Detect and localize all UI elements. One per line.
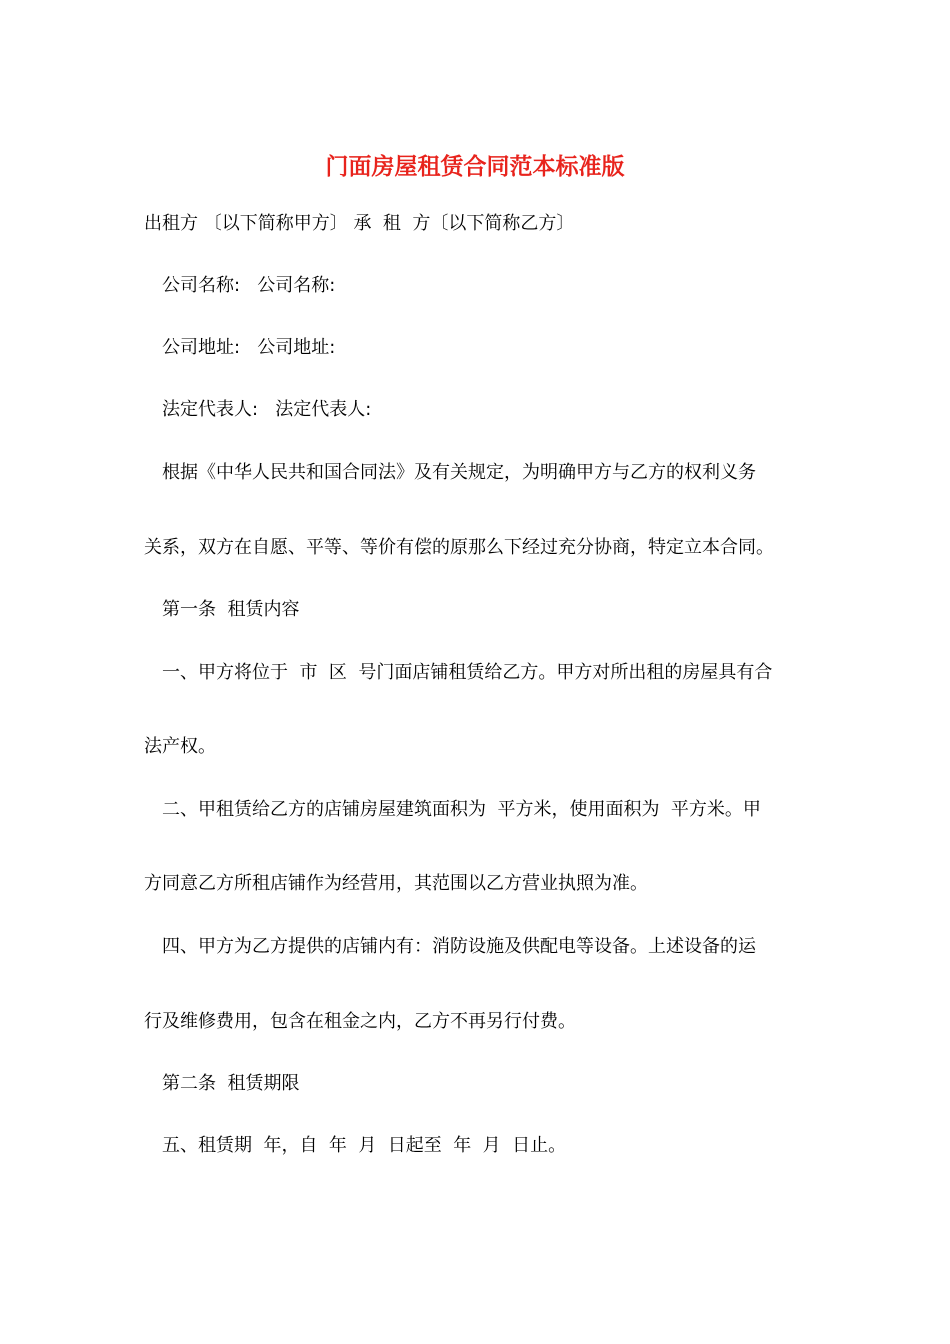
clause-2-line-1: 二、甲租赁给乙方的店铺房屋建筑面积为 平方米，使用面积为 平方米。甲 xyxy=(162,799,761,820)
clause-1-line-1: 一、甲方将位于 市 区 号门面店铺租赁给乙方。甲方对所出租的房屋具有合 xyxy=(162,662,773,683)
company-name-line: 公司名称: 公司名称: xyxy=(162,275,336,296)
parties-line: 出租方 〔以下简称甲方〕 承 租 方〔以下简称乙方〕 xyxy=(144,213,575,234)
preamble-line-2: 关系，双方在自愿、平等、等价有偿的原那么下经过充分协商，特定立本合同。 xyxy=(144,537,774,558)
clause-4-line-2: 行及维修费用，包含在租金之内，乙方不再另行付费。 xyxy=(144,1011,576,1032)
clause-2-line-2: 方同意乙方所租店铺作为经营用，其范围以乙方营业执照为准。 xyxy=(144,873,648,894)
article-1-heading: 第一条 租赁内容 xyxy=(162,599,300,620)
clause-5-line: 五、租赁期 年，自 年 月 日起至 年 月 日止。 xyxy=(162,1135,567,1156)
legal-representative-line: 法定代表人: 法定代表人: xyxy=(162,399,372,420)
article-2-heading: 第二条 租赁期限 xyxy=(162,1073,300,1094)
clause-4-line-1: 四、甲方为乙方提供的店铺内有：消防设施及供配电等设备。上述设备的运 xyxy=(162,936,756,957)
document-title: 门面房屋租赁合同范本标准版 xyxy=(325,153,625,180)
clause-1-line-2: 法产权。 xyxy=(144,736,216,757)
company-address-line: 公司地址: 公司地址: xyxy=(162,337,336,358)
preamble-line-1: 根据《中华人民共和国合同法》及有关规定，为明确甲方与乙方的权利义务 xyxy=(162,462,756,483)
